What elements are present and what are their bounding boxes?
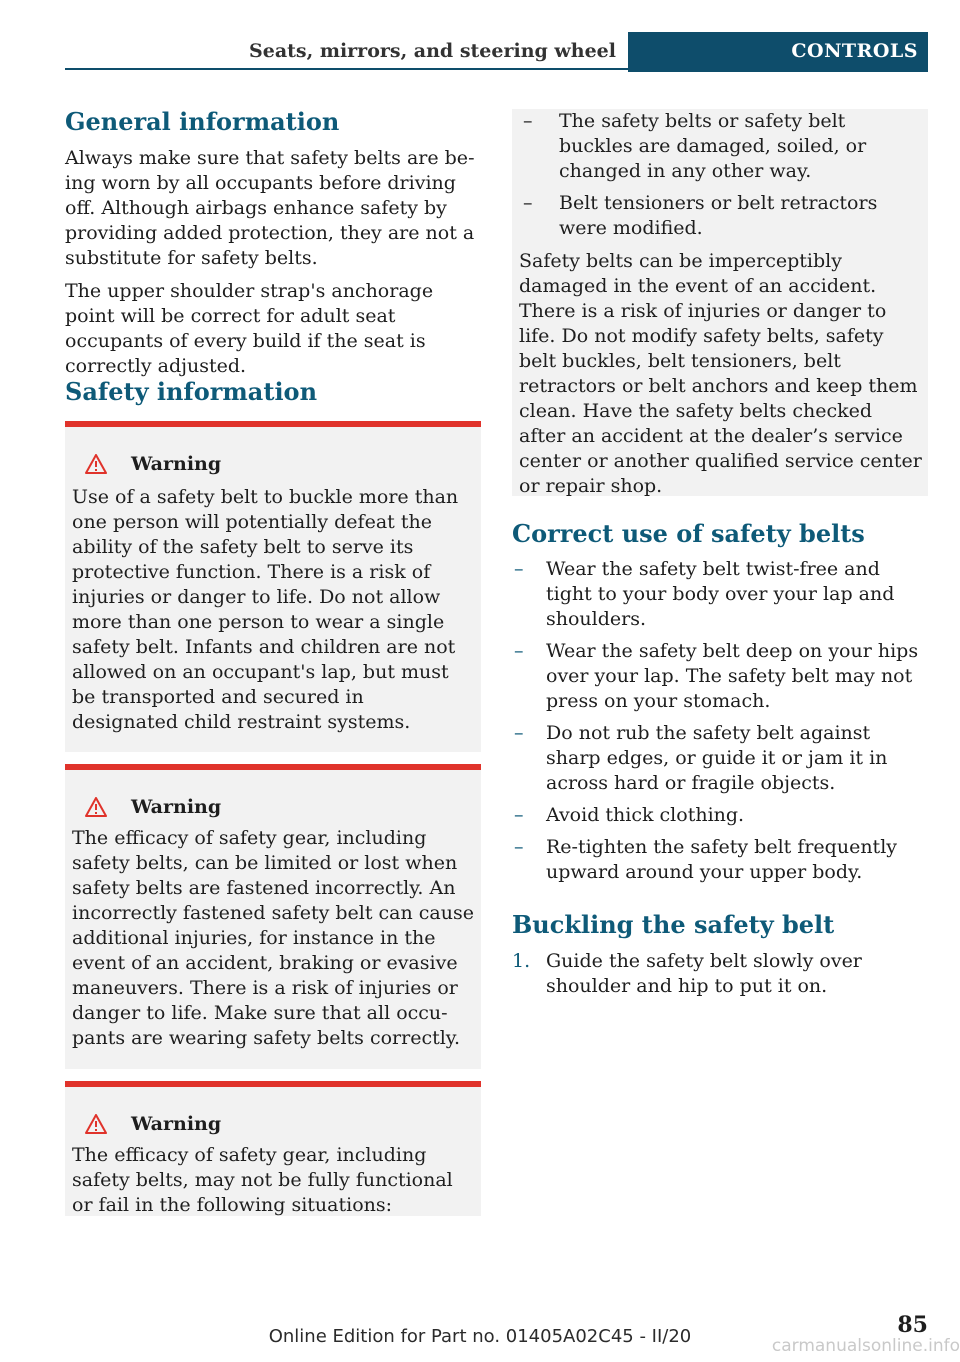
list-item-text: Re-tighten the safety belt frequently upward around your upper body.	[546, 836, 897, 883]
warning-header	[85, 794, 221, 820]
running-header-chapter-tab: CONTROLS	[628, 32, 928, 72]
edition-footer: Online Edition for Part no. 01405A02C45 - II/20	[268, 1326, 692, 1347]
dash-bullet: –	[514, 836, 524, 858]
dash-bullet: –	[523, 110, 533, 132]
general-info-paragraph-2: The upper shoulder strap's anchorage point will be correct for adult seat occupants of every build if the seat is correctly adjusted.	[65, 280, 434, 377]
warning-title: Warning	[131, 796, 222, 818]
warning-text: The efficacy of safety gear, including safety belts, can be limited or lost when safety belts are fastened incorrectly. An incorrectly fastened safety belt can cause additional injuries, for instance in the event of an accident, braking or evasive maneuvers. There is a risk of injuries or danger to life. Make sure that all occupants are wearing safety belts correctly.	[72, 827, 474, 1049]
watermark: carmanualsonline.info	[771, 1336, 960, 1356]
warning-box-1	[65, 421, 481, 752]
correct-use-heading: Correct use of safety belts	[512, 519, 865, 548]
step-text: Guide the safety belt slowly over shoulder and hip to put it on.	[546, 950, 862, 997]
dash-bullet: –	[523, 192, 533, 214]
warning-text: The efficacy of safety gear, including safety belts, may not be fully functional or fail in the following situations:	[72, 1144, 453, 1216]
warning-header	[85, 451, 221, 477]
list-item-text: Avoid thick clothing.	[546, 804, 745, 826]
dash-bullet: –	[514, 558, 524, 580]
warning-triangle-icon	[85, 1114, 107, 1134]
dash-bullet: –	[514, 640, 524, 662]
general-information-heading: General information	[65, 107, 340, 136]
warning-triangle-icon	[85, 797, 107, 817]
warning-continuation-box	[512, 109, 928, 496]
box-paragraph: Safety belts can be imperceptibly damaged in the event of an accident. There is a risk of injuries or danger to life. Do not modify safety belts, safety belt buckles, belt tensioners, belt retractors or belt anchors and keep them clean. Have the safety belts checked after an accident at the dealer’s service center or another qualified service center or repair shop.	[519, 250, 922, 497]
warning-box-3	[65, 1081, 481, 1216]
warning-box-2	[65, 764, 481, 1069]
warning-title: Warning	[131, 453, 222, 475]
list-item-text: The safety belts or safety belt buckles are damaged, soiled, or changed in any other way.	[559, 110, 867, 182]
safety-information-heading: Safety information	[65, 377, 318, 406]
warning-header	[85, 1111, 221, 1137]
warning-title: Warning	[131, 1113, 222, 1135]
list-item-text: Wear the safety belt deep on your hips over your lap. The safety belt may not press on your stomach.	[546, 640, 919, 712]
warning-text: Use of a safety belt to buckle more than one person will potentially defeat the ability of the safety belt to serve its protective function. There is a risk of injuries or danger to life. Do not allow more than one person to wear a single safety belt. Infants and children are not allowed on an occupant's lap, but must be transported and secured in designated child restraint systems.	[72, 486, 459, 733]
general-info-paragraph-1: Always make sure that safety belts are being worn by all occupants before driving off. Although airbags enhance safety by providing added protection, they are not a substitute for safety belts.	[65, 147, 475, 269]
list-item-text: Wear the safety belt twist-free and tight to your body over your lap and shoulders.	[546, 558, 895, 630]
dash-bullet: –	[514, 804, 524, 826]
buckling-heading: Buckling the safety belt	[512, 910, 835, 939]
step-number: 1.	[512, 950, 531, 972]
dash-bullet: –	[514, 722, 524, 744]
list-item-text: Belt tensioners or belt retractors were modified.	[559, 192, 878, 239]
running-header-section: Seats, mirrors, and steering wheel	[65, 32, 628, 70]
warning-triangle-icon	[85, 454, 107, 474]
page-number: 85	[897, 1312, 928, 1338]
list-item-text: Do not rub the safety belt against sharp edges, or guide it or jam it in across hard or fragile objects.	[546, 722, 888, 794]
